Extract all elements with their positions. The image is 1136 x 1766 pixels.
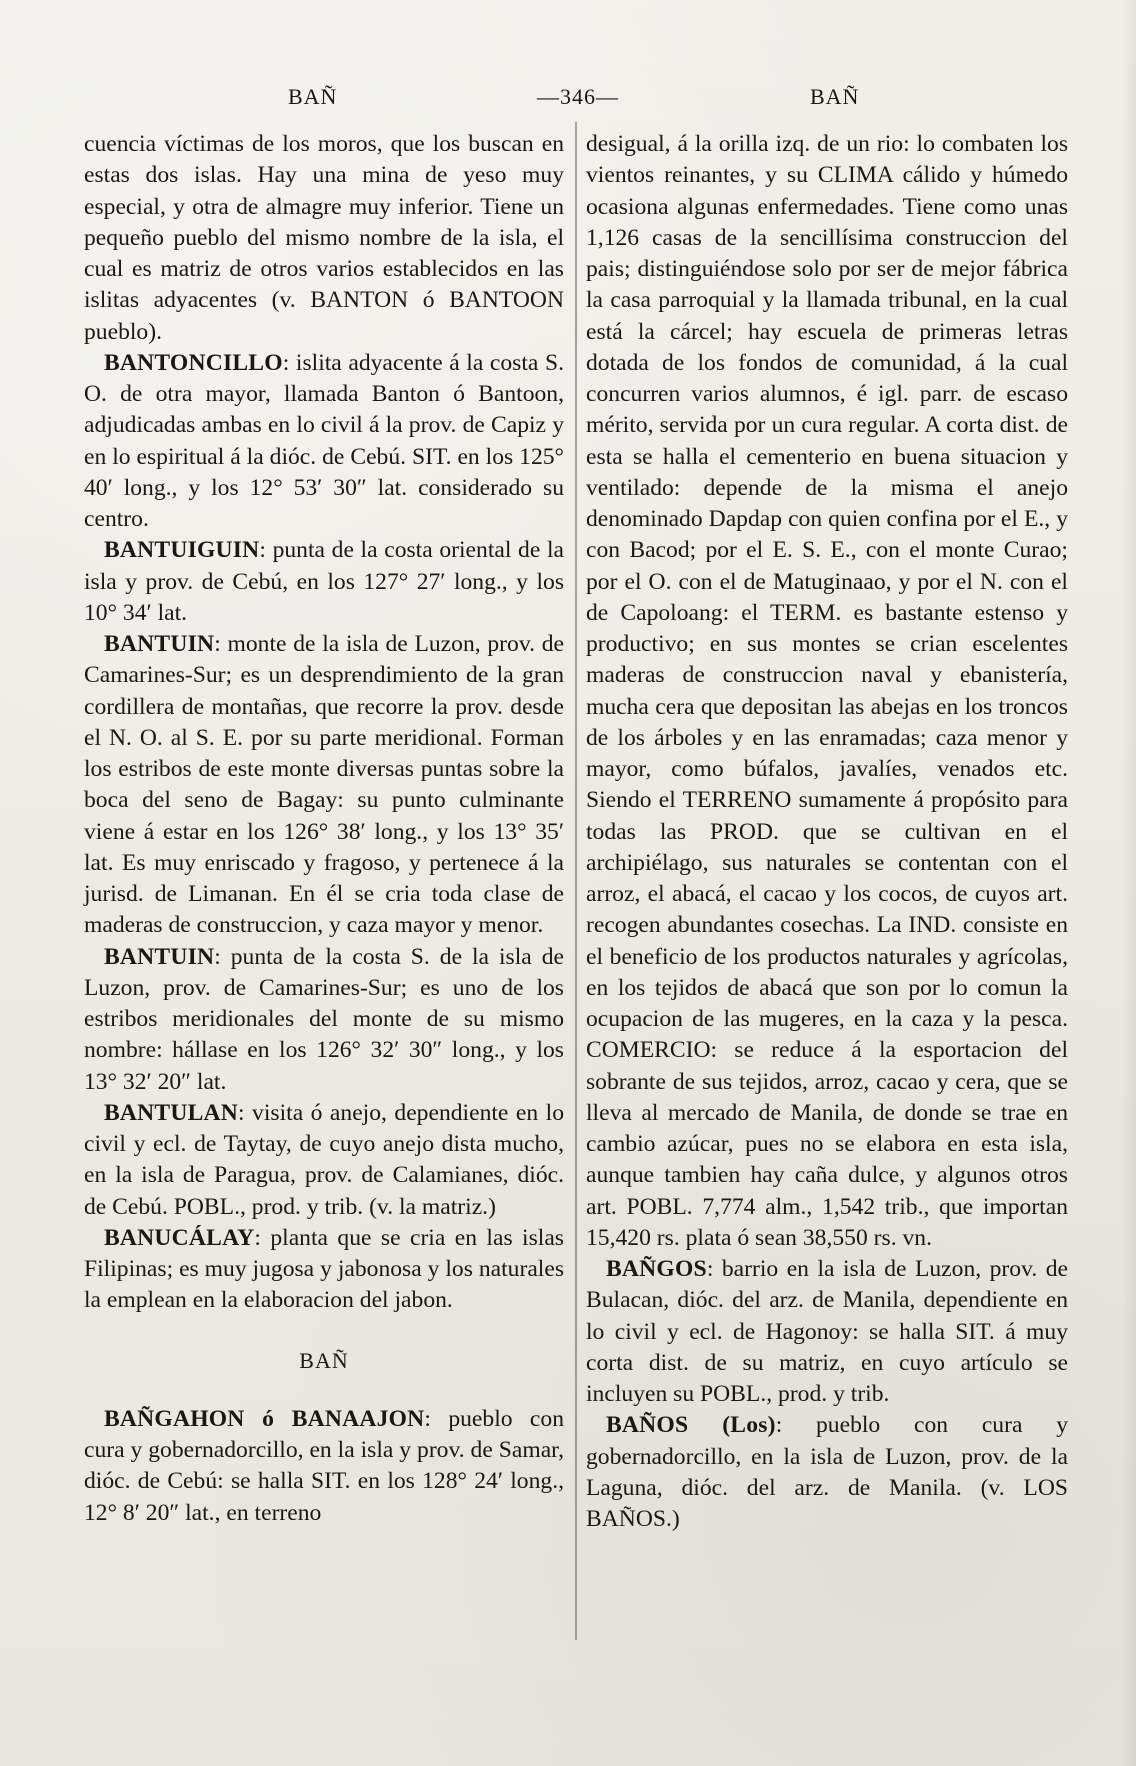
page-edge-shadow — [1122, 0, 1136, 1766]
right-column-continuation — [586, 129, 1068, 1254]
entry-term: BANTUIN — [104, 943, 215, 970]
entry-text: : punta de la costa oriental de la isla y prov. de Cebú, en los 127° 27′ long., y los 10° 34′ lat. — [84, 537, 564, 626]
entry-bantuiguin — [84, 535, 564, 629]
entry-term: BANTONCILLO — [104, 349, 283, 376]
continuation-text: cuencia víctimas de los moros, que los buscan en estas dos islas. Hay una mina de yeso muy especial, y otra de almagre muy inferior. Tiene un pequeño pueblo del mismo nombre de la isla, el cual es matriz de otros varios establecidos en las islitas adyacentes (v. BANTON ó BANTOON pueblo). — [84, 131, 564, 345]
entry-bangahon — [84, 1404, 564, 1529]
entry-bantuin-punta — [84, 942, 564, 1098]
entry-text: : punta de la costa S. de la isla de Luzon, prov. de Camarines-Sur; es uno de los estribos meridionales del monte de su mismo nombre: hállase en los 126° 32′ 30″ long., y los 13° 32′ 20″ lat. — [84, 943, 564, 1095]
continuation-text: desigual, á la orilla izq. de un rio: lo combaten los vientos reinantes, y su CLIMA cálido y húmedo ocasiona algunas enfermedades. Tiene como unas 1,126 casas de la sencillísima construccion del pais; distinguiéndose solo por ser de mejor fábrica la casa parroquial y la llamada tribunal, en la cual está la cárcel; hay escuela de primeras letras dotada de los fondos de comunidad, á la cual concurren varios alumnos, é igl. parr. de escaso mérito, servida por un cura regular. A corta dist. de esta se halla el cementerio en buena situacion y ventilado: depende de la misma el anejo denominado Dapdap con quien confina por el E., y con Bacod; por el E. S. E., con el monte Curao; por el O. con el de Matuginaao, y por el N. con el de Capoloang: el TERM. es bastante estenso y productivo; en sus montes se crian escelentes maderas de construccion naval y ebanistería, mucha cera que depositan las abejas en los troncos de los árboles y en las enramadas; caza menor y mayor, como búfalos, javalíes, venados etc. Siendo el TERRENO sumamente á propósito para todas las PROD. que se cultivan en el archipiélago, sus naturales se contentan con el arroz, el abacá, el cacao y los cocos, de cuyos art. recogen abundantes cosechas. La IND. consiste en el beneficio de los productos naturales y agrícolas, en los tejidos de abacá que son por lo comun la ocupacion de las mugeres, en la caza y la pesca. COMERCIO: se reduce á la esportacion del sobrante de sus tejidos, arroz, cacao y cera, que se lleva al mercado de Manila, de donde se trae en cambio azúcar, pues no se elabora en esta isla, aunque tambien hay caña dulce, y algunos otros art. POBL. 7,774 alm., 1,542 trib., que importan 15,420 rs. plata ó sean 38,550 rs. vn. — [586, 131, 1068, 1251]
entry-text: : islita adyacente á la costa S. O. de otra mayor, llamada Banton ó Bantoon, adjudicadas ambas en lo civil á la prov. de Capiz y en lo espiritual á la dióc. de Cebú. SIT. en los 125° 40′ long., y los 12° 53′ 30″ lat. considerado su centro. — [84, 349, 564, 532]
column-divider — [575, 122, 577, 1640]
entry-text: : pueblo con cura y gobernadorcillo, en la isla y prov. de Samar, dióc. de Cebú: se halla SIT. en los 128° 24′ long., 12° 8′ 20″ lat., en terreno — [84, 1405, 564, 1526]
entry-banucalay — [84, 1223, 564, 1317]
entry-term: BAÑGAHON ó BANAAJON — [104, 1405, 425, 1432]
section-heading: BAÑ — [299, 1347, 349, 1373]
entry-term: BANTUIN — [104, 631, 215, 657]
header-right: BAÑ — [810, 84, 860, 109]
entry-term: BAÑGOS — [606, 1256, 707, 1282]
running-head — [0, 84, 1136, 114]
entry-term: BAÑOS (Los) — [606, 1412, 776, 1439]
entry-bangos — [586, 1254, 1068, 1410]
left-column-continuation — [84, 129, 564, 348]
right-column — [586, 129, 1068, 1535]
entry-bantuin-monte — [84, 629, 564, 942]
entry-term: BANUCÁLAY — [104, 1224, 255, 1251]
entry-bantulan — [84, 1098, 564, 1223]
entry-term: BANTULAN — [104, 1099, 239, 1126]
page-number: —346— — [537, 84, 619, 109]
entry-text: : monte de la isla de Luzon, prov. de Camarines-Sur; es un desprendimiento de la gran cordillera de montañas, que recorre la prov. desde el N. O. al S. E. por su parte meridional. Forman los estribos de este monte diversas puntas sobre la boca del seno de Bagay: su punto culminante viene á estar en los 126° 38′ long., y los 13° 35′ lat. Es muy enriscado y fragoso, y pertenece á la jurisd. de Limanan. En él se cria toda clase de maderas de construccion, y caza mayor y menor. — [84, 631, 564, 939]
left-column — [84, 129, 564, 1529]
header-left: BAÑ — [288, 84, 338, 109]
entry-banos-los — [586, 1410, 1068, 1535]
entry-term: BANTUIGUIN — [104, 537, 260, 564]
entry-text: : visita ó anejo, dependiente en lo civil y ecl. de Taytay, de cuyo anejo dista mucho, en la isla de Paragua, prov. de Calamianes, dióc. de Cebú. POBL., prod. y trib. (v. la matriz.) — [84, 1099, 564, 1220]
entry-bantoncillo — [84, 348, 564, 536]
entry-text: : pueblo con cura y gobernadorcillo, en la isla de Luzon, prov. de la Laguna, dióc. del arz. de Manila. (v. LOS BAÑOS.) — [586, 1412, 1068, 1532]
entry-text: : barrio en la isla de Luzon, prov. de Bulacan, dióc. del arz. de Manila, dependiente en lo civil y ecl. de Hagonoy: se halla SIT. á muy corta dist. de su matriz, en cuyo artículo se incluyen su POBL., prod. y trib. — [586, 1256, 1068, 1407]
entry-text: : planta que se cria en las islas Filipinas; es muy jugosa y jabonosa y los naturales la emplean en la elaboracion del jabon. — [84, 1224, 564, 1314]
